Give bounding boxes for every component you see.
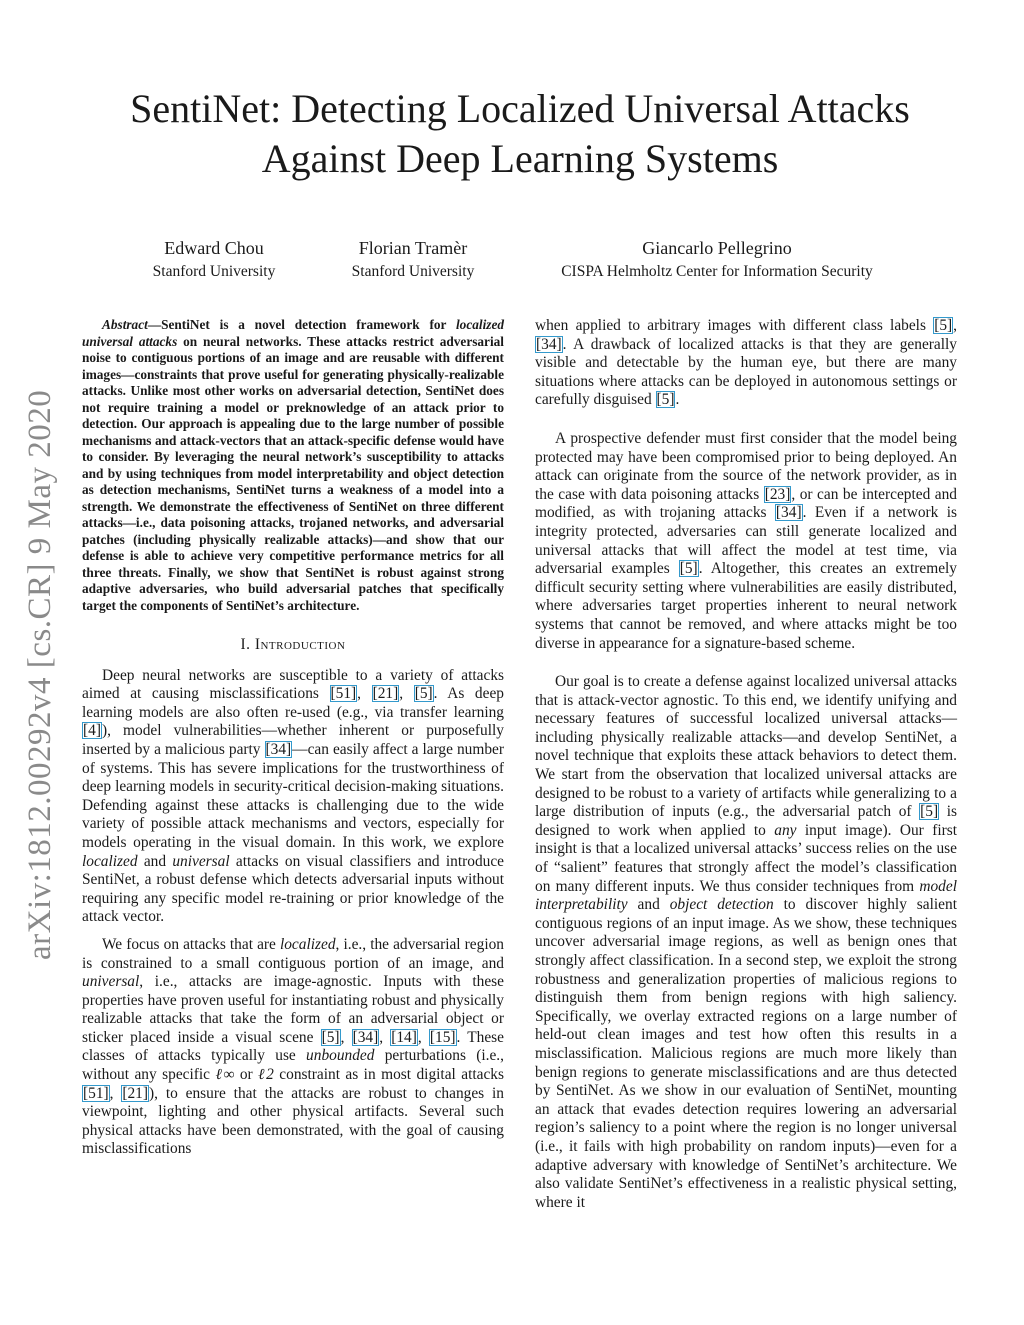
citation-link[interactable]: [5] [679,560,698,578]
author-affiliation: Stanford University [152,263,276,280]
intro-paragraph-1: Deep neural networks are susceptible to a variety of attacks aimed at causing misclassifications [51], [21], [5]. As deep learning models are also often re-used (e.g., via transfer learning [4]), model vulnerabilities—whether inherent or purposefully inserted by a malicious party [34]—can easily affect a large number of systems. This has severe implications for the trustworthiness of deep learning models in security-critical decision-making situations. Defending against these attacks is challenging due to the wide variety of possible attack mechanisms and vectors, especially for models operating in the visual domain. In this work, we explore localized and universal attacks on visual classifiers and introduce SentiNet, a robust defense which detects adversarial inputs without requiring any specific model re-training or prior knowledge of the attack vector. [82,666,504,926]
author-block-3 [536,237,898,282]
citation-link[interactable]: [15] [429,1028,456,1046]
author-name: Edward Chou [164,238,264,258]
citation-link[interactable]: [5] [920,803,939,821]
left-column [82,317,504,1168]
citation-link[interactable]: [51] [83,1084,109,1102]
citation-link[interactable]: [51] [330,685,357,703]
citation-link[interactable]: [34] [775,504,802,522]
abstract-text: on neural networks. These attacks restrict adversarial noise to contiguous portions of an image and are reusable with different images—constraints that prove useful for generating physically-realizable attacks. Unlike most other works on adversarial detection, SentiNet does not require training a model or preknowledge of an attack prior to detection. Our approach is appealing due to the large number of possible mechanisms and attack-vectors that an attack-specific defense would have to consider. By leveraging the neural network’s susceptibility to attacks and by using techniques from model interpretability and object detection as detection mechanisms, SentiNet turns a weakness of a model into a strength. We demonstrate the effectiveness of SentiNet on three different attacks—i.e., data poisoning attacks, trojaned networks, and adversarial patches (including physically realizable attacks)—and show that our defense is able to achieve very competitive performance metrics for all three threats. Finally, we show that SentiNet is robust against strong adaptive adversaries, who build adversarial patches that specifically target the components of SentiNet’s architecture. [82,333,504,613]
arxiv-identifier-stamp: arXiv:1812.00292v4 [cs.CR] 9 May 2020 [22,389,58,960]
citation-link[interactable]: [5] [934,317,953,334]
citation-link[interactable]: [4] [83,722,101,740]
title-line-1: SentiNet: Detecting Localized Universal Attacks [130,86,910,131]
right-paragraph-1: when applied to arbitrary images with different class labels [5], [34]. A drawback of localized attacks is that they are generally visible and detectable by the human eye, but there are many situations where attacks can be deployed in autonomous settings or carefully disguised [5]. [535,317,957,409]
citation-link[interactable]: [5] [414,685,433,703]
citation-link[interactable]: [21] [122,1084,149,1102]
author-affiliation: CISPA Helmholtz Center for Information Security [561,263,873,280]
citation-link[interactable]: [34] [352,1028,379,1046]
right-column [535,317,957,1221]
intro-paragraph-2: We focus on attacks that are localized, i.e., the adversarial region is constrained to a small contiguous portion of an image, and universal, i.e., attacks are image-agnostic. Inputs with these properties have proven useful for instantiating robust and physically realizable attacks that take the form of an adversarial object or sticker placed inside a visual scene [5], [34], [14], [15]. These classes of attacks typically use unbounded perturbations (i.e., without any specific ℓ∞ or ℓ2 constraint as in most digital attacks [51], [21]), to ensure that the attacks are robust to changes in viewpoint, lighting and other physical artifacts. Several such physical attacks have been demonstrated, with the goal of causing misclassifications [82,935,504,1158]
author-name: Giancarlo Pellegrino [642,238,792,258]
abstract-emphasis: localized universal attacks [82,317,504,349]
right-paragraph-3: Our goal is to create a defense against localized universal attacks that is attack-vector agnostic. To this end, we identify unifying and necessary features of successful localized universal attacks—including physically realizable attacks—and develop SentiNet, a novel technique that exploits these attack behaviors to detect them. We start from the observation that localized universal attacks are designed to be robust to a variety of artifacts while generalizing to a large distribution of inputs (e.g., the adversarial patch of [5] is designed to work when applied to any input image). Our first insight is that a localized universal attacks’ success relies on the use of “salient” features that strongly affect the model’s classification on many different inputs. We thus consider techniques from model interpretability and object detection to discover highly salient contiguous regions of an input image. As we show, these techniques uncover adversarial image regions, as well as benign ones that strongly affect classification. In a second step, we exploit the strong robustness and generalization properties of malicious regions to distinguish them from benign regions with high saliency. Specifically, we overlay extracted regions on a large number of held-out clean images and test how often this results in a misclassification. Malicious regions are much more likely than benign regions to generate misclassifications and are thus detected by SentiNet. As we show in our evaluation of SentiNet, mounting an attack that evades detection requires lowering an adversarial region’s saliency to a point where the region is no longer universal (i.e., it fails with high probability on random inputs)—even for a adaptive adversary with knowledge of SentiNet’s architecture. We also validate SentiNet’s effectiveness in a realistic physical setting, where it [535,673,957,1211]
citation-link[interactable]: [34] [265,740,292,758]
section-heading-introduction: I. Introduction [240,636,346,653]
author-block-1 [134,237,294,282]
author-name: Florian Tramèr [358,238,468,258]
author-block-2 [333,237,493,282]
citation-link[interactable]: [5] [321,1028,340,1046]
citation-link[interactable]: [23] [764,485,791,503]
citation-link[interactable]: [34] [536,335,562,353]
math-linf: ℓ∞ [215,1066,235,1084]
math-l2: ℓ2 [258,1066,274,1084]
abstract [82,317,504,614]
abstract-lead: Abstract [102,317,148,332]
citation-link[interactable]: [5] [656,391,675,409]
paper-title [80,84,960,184]
right-paragraph-2: A prospective defender must first consider that the model being protected may have been compromised prior to being deployed. An attack can originate from the source of the network provider, as in the case with data poisoning attacks [23], or can be intercepted and modified, as with trojaning attacks [34]. Even if a network is integrity protected, adversaries can still generate localized and universal attacks that will affect the model at test time, via adversarial examples [5]. Altogether, this creates an extremely difficult security setting where vulnerabilities are easily distributed, where adversaries target properties inherent to neural network systems that cannot be removed, and where attacks might be too diverse in appearance for a signature-based scheme. [535,429,957,652]
citation-link[interactable]: [21] [372,685,399,703]
title-line-2: Against Deep Learning Systems [261,136,779,181]
citation-link[interactable]: [14] [391,1028,417,1046]
author-affiliation: Stanford University [351,263,475,280]
abstract-text: —SentiNet is a novel detection framework for [147,317,456,332]
